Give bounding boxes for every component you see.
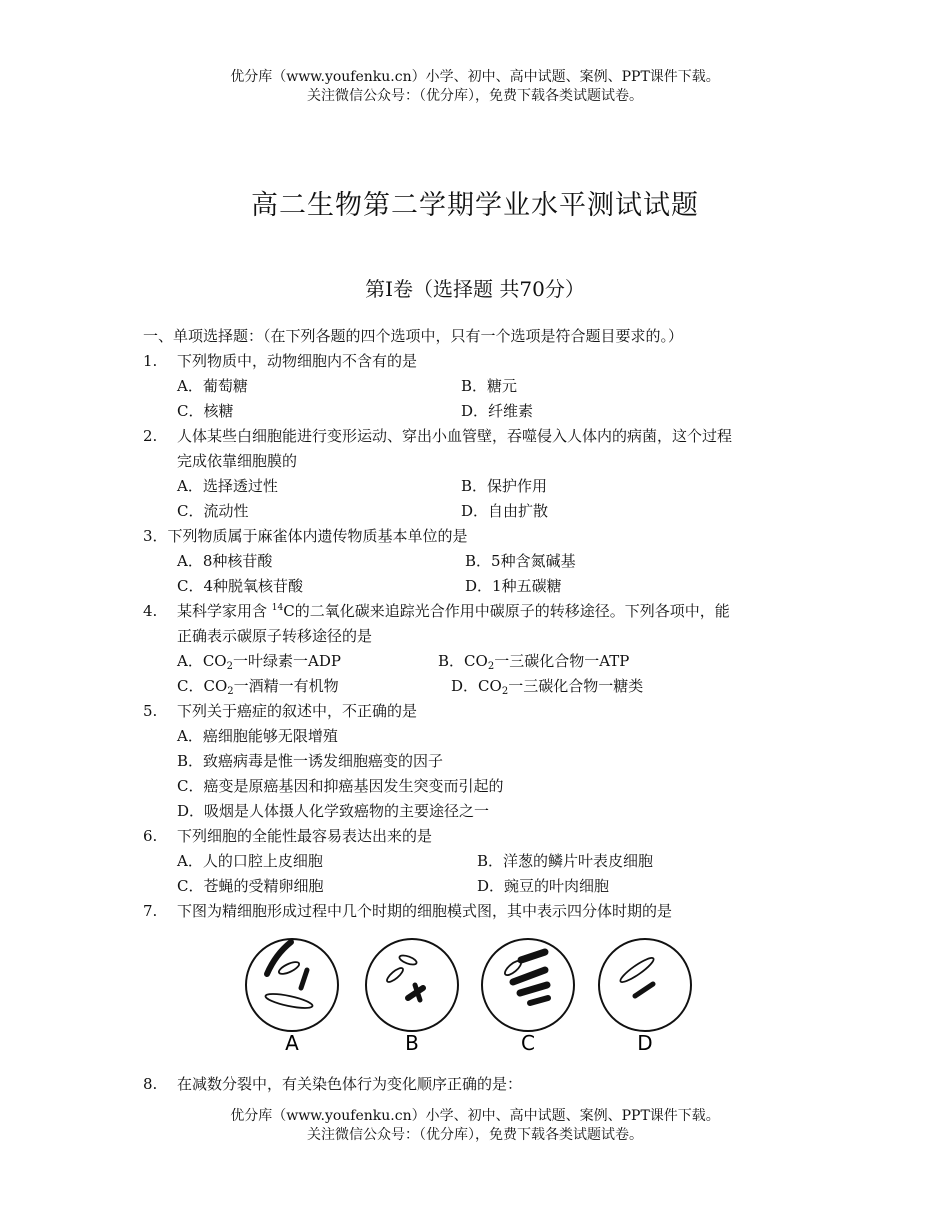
option-b: B．致癌病毒是惟一诱发细胞癌变的因子 bbox=[177, 752, 444, 770]
option-c: C．4种脱氧核苷酸 bbox=[177, 577, 304, 595]
option-d: D．纤维素 bbox=[461, 402, 534, 420]
option-b: B．$CO_2$一三碳化合物一ATP bbox=[438, 652, 630, 672]
page-footer-line1: 优分库（www.youfenku.cn）小学、初中、高中试题、案例、PPT课件下载。 bbox=[230, 1108, 720, 1124]
page-title: 高二生物第二学期学业水平测试试题 bbox=[251, 190, 699, 221]
option-a: A．人的口腔上皮细胞 bbox=[177, 852, 323, 870]
cell-c-diagram bbox=[482, 939, 574, 1031]
question-number: 2. bbox=[143, 427, 158, 445]
option-a: A．葡萄糖 bbox=[177, 377, 248, 395]
page-header-line1: 优分库（www.youfenku.cn）小学、初中、高中试题、案例、PPT课件下载。 bbox=[230, 69, 720, 85]
question-number: 6. bbox=[143, 827, 158, 845]
cell-d-diagram bbox=[599, 939, 691, 1031]
question-text: 人体某些白细胞能进行变形运动、穿出小血管壁，吞噬侵入人体内的病菌，这个过程 bbox=[177, 427, 733, 445]
cell-a-diagram bbox=[246, 939, 338, 1031]
cell-label-d: D bbox=[637, 1031, 653, 1055]
cell-b-diagram bbox=[366, 939, 458, 1031]
question-text: 下列细胞的全能性最容易表达出来的是 bbox=[177, 827, 433, 845]
question-number: 4. bbox=[143, 602, 158, 620]
option-d: D．豌豆的叶肉细胞 bbox=[477, 877, 610, 895]
option-b: B．洋葱的鳞片叶表皮细胞 bbox=[477, 852, 654, 870]
option-c: C．$CO_2$一酒精一有机物 bbox=[177, 677, 339, 697]
section-instructions: 一、单项选择题：（在下列各题的四个选项中，只有一个选项是符合题目要求的。） bbox=[143, 327, 684, 345]
section-subtitle: 第I卷（选择题 共70分） bbox=[365, 277, 585, 301]
option-a: A．癌细胞能够无限增殖 bbox=[177, 727, 338, 745]
cell-label-a: A bbox=[285, 1031, 299, 1055]
option-c: C．核糖 bbox=[177, 402, 234, 420]
option-b: B．保护作用 bbox=[461, 477, 548, 495]
question-number: 5. bbox=[143, 702, 158, 720]
cell-diagram-figure bbox=[245, 930, 695, 1055]
question-text: 在减数分裂中，有关染色体行为变化顺序正确的是： bbox=[177, 1075, 523, 1093]
option-a: A．选择透过性 bbox=[177, 477, 278, 495]
option-c: C．苍蝇的受精卵细胞 bbox=[177, 877, 324, 895]
question-text: 下图为精细胞形成过程中几个时期的细胞模式图，其中表示四分体时期的是 bbox=[177, 902, 673, 920]
question-text-continued: 完成依靠细胞膜的 bbox=[177, 452, 298, 470]
option-d: D．$CO_2$一三碳化合物一糖类 bbox=[451, 677, 644, 697]
option-d: D．自由扩散 bbox=[461, 502, 549, 520]
option-b: B．5种含氮碱基 bbox=[465, 552, 576, 570]
option-a: A．8种核苷酸 bbox=[177, 552, 273, 570]
question-number: 8. bbox=[143, 1075, 158, 1093]
question-text-continued: 正确表示碳原子转移途径的是 bbox=[177, 627, 373, 645]
cell-label-b: B bbox=[405, 1031, 419, 1055]
question-number: 1. bbox=[143, 352, 158, 370]
option-a: A．$CO_2$一叶绿素一ADP bbox=[177, 652, 341, 672]
option-b: B．糖元 bbox=[461, 377, 518, 395]
question-text: 3．下列物质属于麻雀体内遗传物质基本单位的是 bbox=[143, 527, 468, 545]
question-text: 下列物质中，动物细胞内不含有的是 bbox=[177, 352, 418, 370]
question-text: 某科学家用含 $^{14}$C的二氧化碳来追踪光合作用中碳原子的转移途径。下列各项中，能 bbox=[177, 602, 730, 620]
isotope-superscript: 14 bbox=[271, 603, 284, 613]
question-number: 7. bbox=[143, 902, 158, 920]
option-c: C．癌变是原癌基因和抑癌基因发生突变而引起的 bbox=[177, 777, 504, 795]
option-d: D．1种五碳糖 bbox=[465, 577, 562, 595]
cell-label-c: C bbox=[521, 1031, 535, 1055]
page-header-line2: 关注微信公众号：（优分库），免费下载各类试题试卷。 bbox=[307, 88, 643, 104]
option-d: D．吸烟是人体摄人化学致癌物的主要途径之一 bbox=[177, 802, 490, 820]
question-text: 下列关于癌症的叙述中，不正确的是 bbox=[177, 702, 418, 720]
page-footer-line2: 关注微信公众号：（优分库），免费下载各类试题试卷。 bbox=[307, 1127, 643, 1143]
option-c: C．流动性 bbox=[177, 502, 249, 520]
